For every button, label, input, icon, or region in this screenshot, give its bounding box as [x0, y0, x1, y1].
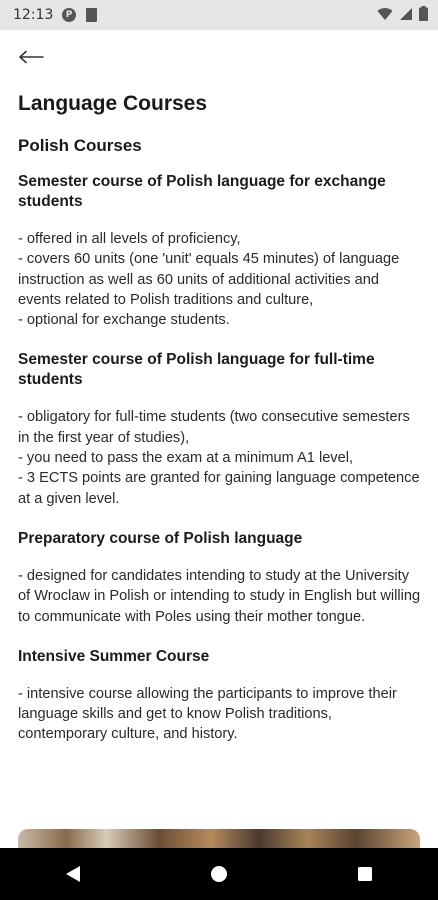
battery-icon [419, 6, 428, 21]
course-title: Preparatory course of Polish language [18, 529, 303, 547]
course-item [18, 350, 422, 508]
course-description: - designed for candidates intending to study at the University of Wroclaw in Polish or intending to study in English but willing to communicate with Poles using their mother tongue. [18, 567, 421, 625]
course-title: Semester course of Polish language for exchange students [18, 173, 386, 210]
sd-card-icon [86, 8, 97, 22]
arrow-left-icon [18, 50, 44, 64]
home-circle-icon [210, 865, 228, 883]
navigation-bar [0, 848, 438, 900]
status-bar [0, 0, 438, 30]
course-description: - offered in all levels of proficiency, - covers 60 units (one 'unit' equals 45 minutes) of language instruction as well as 60 units of additional activities and events related to Polish traditions and culture, - optional for exchange students. [18, 231, 400, 329]
course-item [18, 529, 422, 627]
section-title: Polish Courses [18, 136, 142, 155]
wifi-icon [377, 7, 393, 21]
nav-home-button[interactable] [199, 854, 239, 894]
signal-icon [399, 7, 413, 21]
back-button[interactable] [17, 46, 45, 68]
page-title: Language Courses [18, 92, 208, 115]
system-icons [377, 6, 428, 21]
course-item [18, 172, 422, 330]
page-content [18, 88, 422, 745]
nav-recents-button[interactable] [345, 854, 385, 894]
course-title: Intensive Summer Course [18, 647, 210, 665]
p-icon: P [62, 8, 76, 22]
nav-back-button[interactable] [53, 854, 93, 894]
status-time: 12:13 [13, 7, 54, 23]
recents-square-icon [357, 866, 373, 882]
course-item [18, 647, 422, 745]
course-title: Semester course of Polish language for full-time students [18, 351, 375, 389]
course-description: - intensive course allowing the participants to improve their language skills and get to know Polish traditions, contemporary culture, and history. [18, 685, 397, 743]
back-triangle-icon [65, 865, 81, 883]
course-description: - obligatory for full-time students (two consecutive semesters in the first year of studies), - you need to pass the exam at a minimum A1 level, - 3 ECTS points are granted for gaining language competence at a given level. [18, 409, 420, 507]
